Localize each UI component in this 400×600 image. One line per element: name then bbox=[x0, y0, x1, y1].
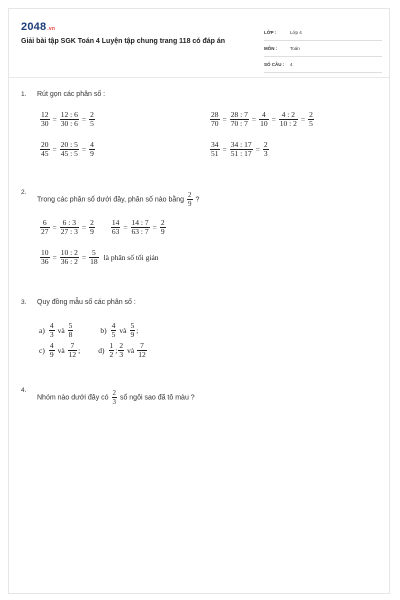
question-number: 1. bbox=[21, 91, 27, 98]
q3-item-d: d) $\frac{1}{2}$ ; $\frac{2}{3}$ và $\frac{7}{12}$ bbox=[98, 341, 146, 359]
fraction: $\frac{5}{18}$ bbox=[90, 248, 98, 266]
note-text: là phân số tối giản bbox=[103, 253, 159, 262]
fraction: $\frac{4}{10}$ bbox=[260, 110, 268, 128]
fraction: $\frac{2}{9}$ bbox=[188, 191, 192, 208]
meta-row-subject bbox=[264, 41, 382, 57]
site-logo[interactable] bbox=[21, 21, 55, 33]
question-number: 2. bbox=[21, 189, 27, 196]
question-number: 3. bbox=[21, 299, 27, 306]
fraction: $\frac{28 : 7}{70 : 7}$ bbox=[230, 110, 248, 128]
q3-row2 bbox=[39, 342, 162, 359]
q1-row1-left: $\frac{12}{30}$ = $\frac{12 : 6}{30 : 6}$ = $\frac{2}{5}$ bbox=[41, 110, 94, 128]
meta-key: MÔN : bbox=[264, 46, 278, 51]
question-text: Nhóm nào dưới đây có $\frac{2}{3}$ số ngôi sao đã tô màu ? bbox=[37, 389, 195, 406]
question-text: Trong các phân số dưới đây, phân số nào bằng $\frac{2}{9}$ ? bbox=[37, 191, 200, 208]
document-title: Giải bài tập SGK Toán 4 Luyện tập chung trang 118 có đáp án bbox=[21, 38, 226, 45]
fraction: $\frac{34 : 17}{51 : 17}$ bbox=[230, 140, 252, 158]
meta-value: Lớp 4 bbox=[290, 30, 302, 35]
fraction: $\frac{5}{9}$ bbox=[130, 321, 135, 339]
question-number: 4. bbox=[21, 387, 27, 394]
fraction: $\frac{1}{2}$ bbox=[109, 341, 114, 359]
fraction: $\frac{14}{63}$ bbox=[111, 218, 120, 236]
fraction: $\frac{2}{3}$ bbox=[263, 140, 268, 158]
fraction: $\frac{2}{9}$ bbox=[90, 218, 94, 236]
fraction: $\frac{2}{5}$ bbox=[90, 110, 94, 128]
fraction: $\frac{10}{36}$ bbox=[41, 248, 49, 266]
fraction: $\frac{14 : 7}{63 : 7}$ bbox=[131, 218, 149, 236]
fraction: $\frac{12 : 6}{30 : 6}$ bbox=[60, 110, 78, 128]
question-text: Rút gọn các phân số : bbox=[37, 91, 106, 98]
fraction: $\frac{4 : 2}{10 : 2}$ bbox=[279, 110, 297, 128]
fraction: $\frac{6 : 3}{27 : 3}$ bbox=[60, 218, 78, 236]
q1-row1-right: $\frac{28}{70}$ = $\frac{28 : 7}{70 : 7}$ = $\frac{4}{10}$ = $\frac{4 : 2}{10 : 2}$ = $\frac{2}{5}$ bbox=[211, 110, 313, 128]
fraction: $\frac{2}{9}$ bbox=[160, 218, 165, 236]
fraction: $\frac{4}{9}$ bbox=[49, 341, 54, 359]
fraction: $\frac{4}{3}$ bbox=[49, 321, 54, 339]
meta-value: 4 bbox=[290, 62, 293, 67]
q1-row2-left: $\frac{20}{45}$ = $\frac{20 : 5}{45 : 5}$ = $\frac{4}{9}$ bbox=[41, 140, 94, 158]
fraction: $\frac{7}{12}$ bbox=[138, 341, 146, 359]
q1-row2-right: $\frac{34}{51}$ = $\frac{34 : 17}{51 : 17}$ = $\frac{2}{3}$ bbox=[211, 140, 268, 158]
meta-table bbox=[264, 25, 382, 73]
meta-key: SỐ CÂU : bbox=[264, 62, 285, 67]
fraction: $\frac{2}{3}$ bbox=[112, 389, 116, 406]
header-divider bbox=[9, 77, 389, 78]
meta-value: Toán bbox=[290, 46, 300, 51]
fraction: $\frac{20}{45}$ bbox=[41, 140, 49, 158]
fraction: $\frac{2}{5}$ bbox=[309, 110, 313, 128]
fraction: $\frac{4}{9}$ bbox=[90, 140, 94, 158]
fraction: $\frac{12}{30}$ bbox=[41, 110, 49, 128]
fraction: $\frac{4}{5}$ bbox=[111, 321, 116, 339]
q3-item-a: a) $\frac{4}{3}$ và $\frac{5}{8}$ bbox=[39, 321, 73, 339]
fraction: $\frac{28}{70}$ bbox=[211, 110, 219, 128]
q3-item-b: b) $\frac{4}{5}$ và $\frac{5}{9}$ ; bbox=[100, 321, 139, 339]
q2-line2: $\frac{10}{36}$ = $\frac{10 : 2}{36 : 2}$ = $\frac{5}{18}$ là phân số tối giản bbox=[41, 248, 159, 266]
logo-main: 2048 bbox=[21, 21, 47, 33]
fraction: $\frac{7}{12}$ bbox=[68, 341, 77, 359]
question-text: Quy đồng mẫu số các phân số : bbox=[37, 299, 136, 306]
document-page bbox=[8, 8, 390, 594]
meta-row-class bbox=[264, 25, 382, 41]
fraction: $\frac{2}{3}$ bbox=[119, 341, 124, 359]
fraction: $\frac{34}{51}$ bbox=[211, 140, 219, 158]
q2-line1: $\frac{6}{27}$ = $\frac{6 : 3}{27 : 3}$ = $\frac{2}{9}$ $\frac{14}{63}$ = $\frac{14 : 7}{63 : 7}$ = $\frac{2}{9}$ bbox=[41, 218, 165, 236]
meta-key: LỚP : bbox=[264, 30, 277, 35]
q3-item-c: c) $\frac{4}{9}$ và $\frac{7}{12}$ ; bbox=[39, 341, 81, 359]
fraction: $\frac{10 : 2}{36 : 2}$ bbox=[60, 248, 78, 266]
fraction: $\frac{6}{27}$ bbox=[41, 218, 49, 236]
fraction: $\frac{5}{8}$ bbox=[68, 321, 73, 339]
meta-row-count bbox=[264, 57, 382, 73]
fraction: $\frac{20 : 5}{45 : 5}$ bbox=[60, 140, 78, 158]
q3-row1 bbox=[39, 322, 152, 339]
logo-suffix: .vn bbox=[47, 26, 56, 32]
